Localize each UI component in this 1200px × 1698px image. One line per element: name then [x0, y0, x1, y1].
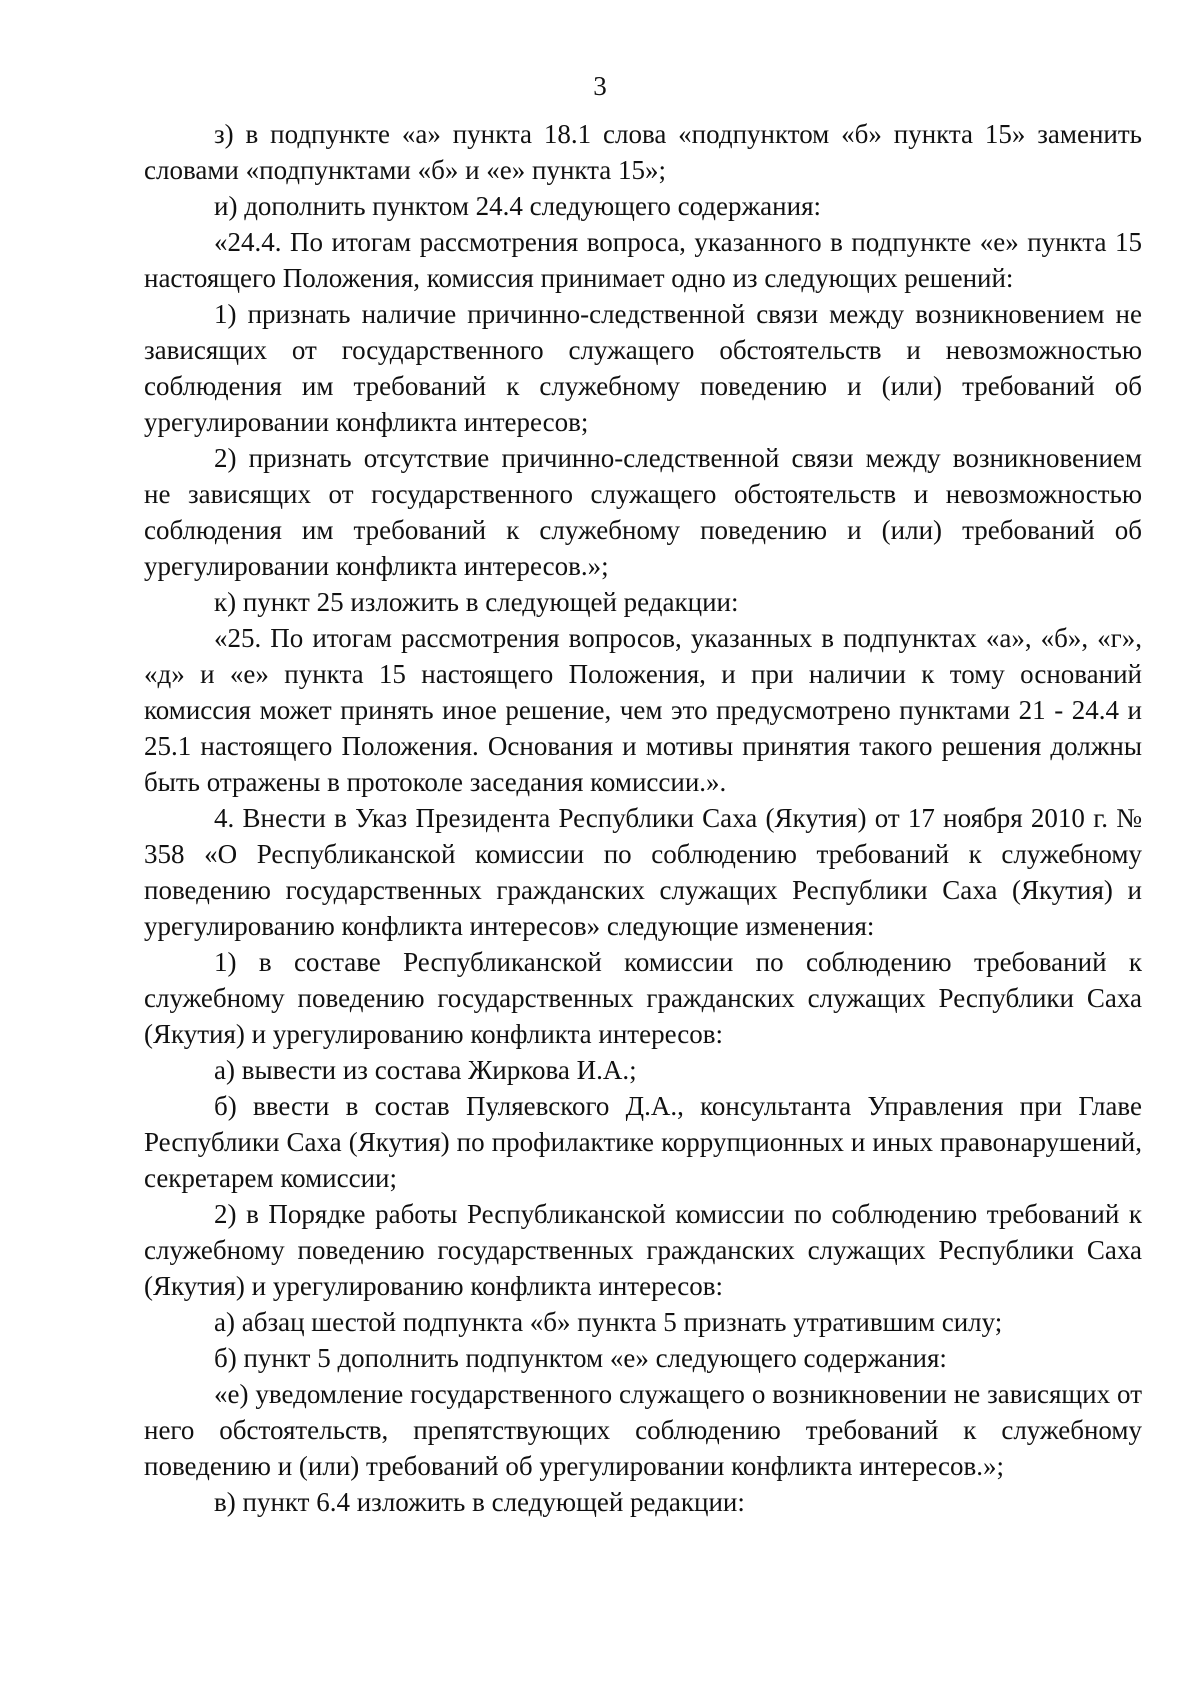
paragraph-4-item-2: 2) в Порядке работы Республиканской комиссии по соблюдению требований к служебному поведению государственных гражданских служащих Республики Саха (Якутия) и урегулированию конфликта интересов: — [144, 1199, 1142, 1301]
document-body — [144, 116, 1142, 1520]
paragraph-4-item-1-a: а) вывести из состава Жиркова И.А.; — [214, 1055, 637, 1085]
paragraph-i: и) дополнить пунктом 24.4 следующего содержания: — [214, 191, 821, 221]
paragraph-4-item-2-a: а) абзац шестой подпункта «б» пункта 5 признать утратившим силу; — [214, 1307, 1003, 1337]
page-number: 3 — [593, 71, 607, 101]
paragraph-4-item-1: 1) в составе Республиканской комиссии по соблюдению требований к служебному поведению государственных гражданских служащих Республики Саха (Якутия) и урегулированию конфликта интересов: — [144, 947, 1142, 1049]
paragraph-24-4-item-2: 2) признать отсутствие причинно-следственной связи между возникновением не зависящих от государственного служащего обстоятельств и невозможностью соблюдения им требований к служебному поведению и (или) требований об урегулировании конфликта интересов.»; — [144, 443, 1142, 581]
paragraph-z: з) в подпункте «а» пункта 18.1 слова «подпунктом «б» пункта 15» заменить словами «подпунктами «б» и «е» пункта 15»; — [144, 119, 1142, 185]
paragraph-4-item-2-e-text: «е) уведомление государственного служащего о возникновении не зависящих от него обстоятельств, препятствующих соблюдению требований к служебному поведению и (или) требований об урегулировании конфликта интересов.»; — [144, 1379, 1142, 1481]
paragraph-4-item-1-b: б) ввести в состав Пуляевского Д.А., консультанта Управления при Главе Республики Саха (Якутия) по профилактике коррупционных и иных правонарушений, секретарем комиссии; — [144, 1091, 1142, 1193]
paragraph-24-4-item-1: 1) признать наличие причинно-следственной связи между возникновением не зависящих от государственного служащего обстоятельств и невозможностью соблюдения им требований к служебному поведению и (или) требований об урегулировании конфликта интересов; — [144, 299, 1142, 437]
paragraph-k: к) пункт 25 изложить в следующей редакции: — [214, 587, 739, 617]
paragraph-4-item-2-v: в) пункт 6.4 изложить в следующей редакции: — [214, 1487, 745, 1517]
paragraph-25: «25. По итогам рассмотрения вопросов, указанных в подпунктах «а», «б», «г», «д» и «е» пункта 15 настоящего Положения, и при наличии к тому оснований комиссия может принять иное решение, чем это предусмотрено пунктами 21 - 24.4 и 25.1 настоящего Положения. Основания и мотивы принятия такого решения должны быть отражены в протоколе заседания комиссии.». — [144, 623, 1142, 797]
paragraph-4: 4. Внести в Указ Президента Республики Саха (Якутия) от 17 ноября 2010 г. № 358 «О Республиканской комиссии по соблюдению требований к служебному поведению государственных гражданских служащих Республики Саха (Якутия) и урегулированию конфликта интересов» следующие изменения: — [144, 803, 1142, 941]
paragraph-4-item-2-b: б) пункт 5 дополнить подпунктом «е» следующего содержания: — [214, 1343, 947, 1373]
paragraph-24-4: «24.4. По итогам рассмотрения вопроса, указанного в подпункте «е» пункта 15 настоящего Положения, комиссия принимает одно из следующих решений: — [144, 227, 1142, 293]
